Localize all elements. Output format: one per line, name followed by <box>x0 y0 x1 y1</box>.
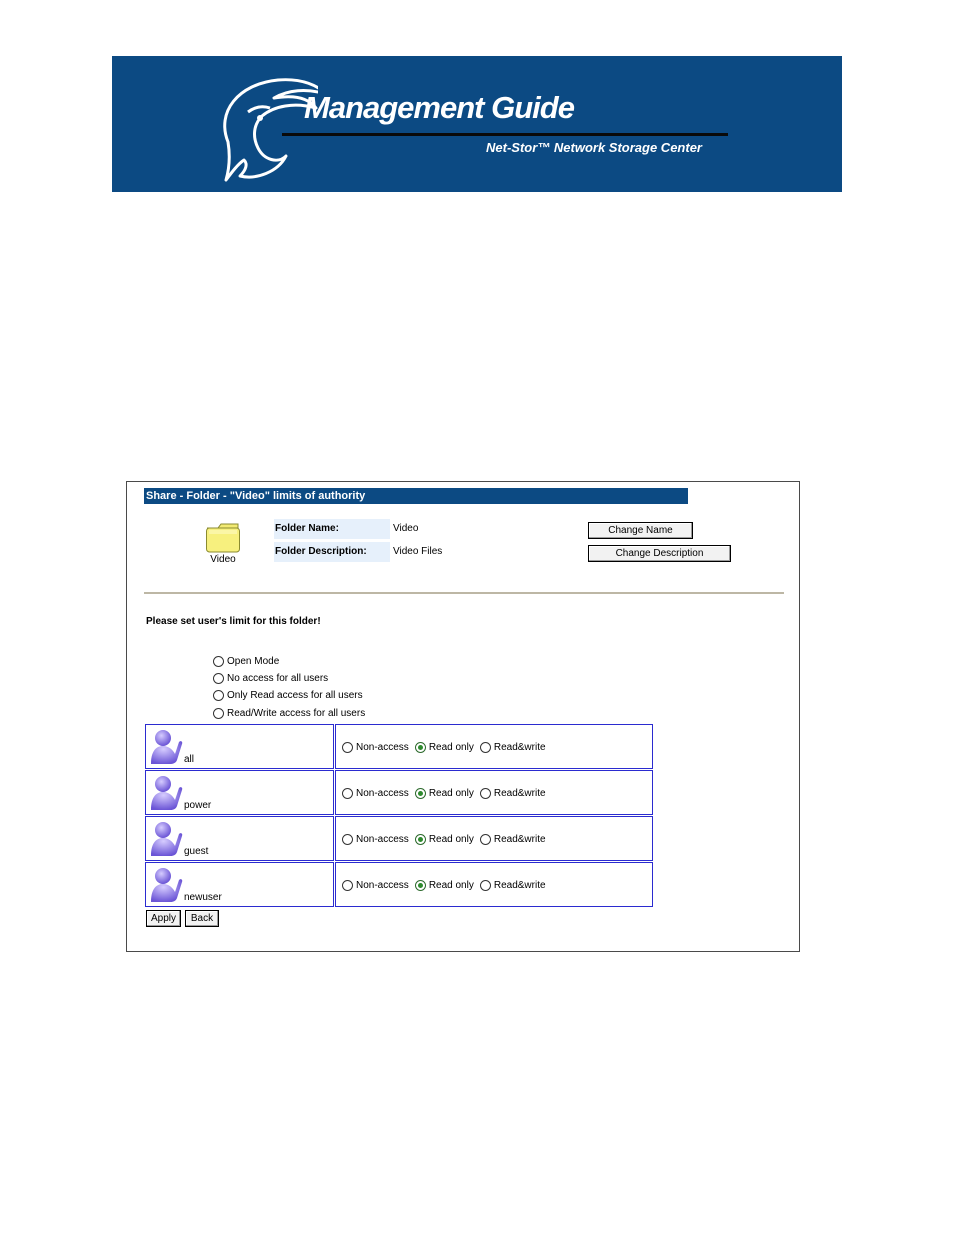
user-permission-cell <box>335 724 653 769</box>
folder-permissions-window <box>126 481 800 952</box>
eagle-logo-icon <box>208 72 318 184</box>
user-row-newuser <box>145 862 653 908</box>
perm-read-only[interactable] <box>415 788 474 799</box>
perm-non-access[interactable] <box>342 880 409 891</box>
banner-rule <box>282 133 728 136</box>
mode-read-write-label: Read/Write access for all users <box>227 708 366 719</box>
perm-read-write-label: Read&write <box>493 834 546 845</box>
perm-non-access-label: Non-access <box>356 788 409 799</box>
user-name: all <box>184 754 195 765</box>
folder-icon <box>205 520 241 554</box>
perm-non-access[interactable] <box>342 788 409 799</box>
perm-read-only[interactable] <box>415 742 474 753</box>
perm-non-access-radio[interactable] <box>342 788 353 799</box>
perm-read-only-label: Read only <box>428 880 474 891</box>
user-name-cell <box>145 862 334 907</box>
mode-no-access-radio[interactable] <box>213 673 224 684</box>
folder-description-label: Folder Description: <box>274 542 390 562</box>
mode-no-access-label: No access for all users <box>227 673 329 684</box>
mode-option-read-only[interactable] <box>213 687 363 704</box>
perm-read-only-label: Read only <box>428 834 474 845</box>
mode-open-radio[interactable] <box>213 656 224 667</box>
mode-option-open[interactable] <box>213 653 279 670</box>
perm-read-write-radio[interactable] <box>480 880 491 891</box>
user-name: guest <box>184 846 209 857</box>
user-avatar-icon <box>149 820 183 856</box>
user-permission-cell <box>335 770 653 815</box>
perm-read-write-radio[interactable] <box>480 788 491 799</box>
mode-read-only-radio[interactable] <box>213 690 224 701</box>
perm-non-access[interactable] <box>342 834 409 845</box>
perm-read-write-label: Read&write <box>493 788 546 799</box>
apply-button[interactable]: Apply <box>146 910 181 927</box>
user-name: newuser <box>184 892 222 903</box>
perm-non-access-radio[interactable] <box>342 742 353 753</box>
mode-read-write-radio[interactable] <box>213 708 224 719</box>
user-name-cell <box>145 770 334 815</box>
perm-read-write[interactable] <box>480 834 546 845</box>
user-name: power <box>184 800 212 811</box>
user-avatar-icon <box>149 728 183 764</box>
window-title: Share - Folder - "Video" limits of authority <box>144 488 688 504</box>
mode-option-no-access[interactable] <box>213 670 328 687</box>
user-permission-cell <box>335 816 653 861</box>
folder-name-value: Video <box>393 523 419 534</box>
banner-subtitle: Net-Stor™ Network Storage Center <box>486 140 702 155</box>
perm-read-only[interactable] <box>415 880 474 891</box>
perm-read-only-label: Read only <box>428 742 474 753</box>
perm-read-only-radio[interactable] <box>415 834 426 845</box>
perm-non-access-label: Non-access <box>356 742 409 753</box>
change-description-button[interactable]: Change Description <box>588 545 731 562</box>
perm-read-write-radio[interactable] <box>480 742 491 753</box>
perm-read-only-radio[interactable] <box>415 742 426 753</box>
perm-read-only[interactable] <box>415 834 474 845</box>
perm-read-only-radio[interactable] <box>415 788 426 799</box>
perm-read-write-label: Read&write <box>493 880 546 891</box>
user-limit-prompt: Please set user's limit for this folder! <box>146 616 321 627</box>
user-name-cell <box>145 816 334 861</box>
header-banner <box>112 56 842 192</box>
folder-name-label: Folder Name: <box>274 519 390 539</box>
perm-read-write[interactable] <box>480 788 546 799</box>
user-row-power <box>145 770 653 816</box>
perm-non-access-radio[interactable] <box>342 880 353 891</box>
perm-read-write[interactable] <box>480 880 546 891</box>
perm-read-write-radio[interactable] <box>480 834 491 845</box>
banner-title: Management Guide <box>304 90 574 125</box>
user-avatar-icon <box>149 866 183 902</box>
perm-non-access-label: Non-access <box>356 834 409 845</box>
user-avatar-icon <box>149 774 183 810</box>
folder-caption: Video <box>210 554 236 565</box>
user-row-all <box>145 724 653 770</box>
perm-non-access[interactable] <box>342 742 409 753</box>
back-button[interactable]: Back <box>185 910 219 927</box>
perm-read-only-label: Read only <box>428 788 474 799</box>
perm-read-write[interactable] <box>480 742 546 753</box>
mode-open-label: Open Mode <box>227 656 280 667</box>
user-row-guest <box>145 816 653 862</box>
user-permission-cell <box>335 862 653 907</box>
perm-read-write-label: Read&write <box>493 742 546 753</box>
user-name-cell <box>145 724 334 769</box>
folder-description-value: Video Files <box>393 546 443 557</box>
perm-non-access-label: Non-access <box>356 880 409 891</box>
mode-read-only-label: Only Read access for all users <box>227 690 363 701</box>
change-name-button[interactable]: Change Name <box>588 522 693 539</box>
perm-non-access-radio[interactable] <box>342 834 353 845</box>
mode-option-read-write[interactable] <box>213 705 365 722</box>
perm-read-only-radio[interactable] <box>415 880 426 891</box>
section-divider <box>144 592 784 594</box>
